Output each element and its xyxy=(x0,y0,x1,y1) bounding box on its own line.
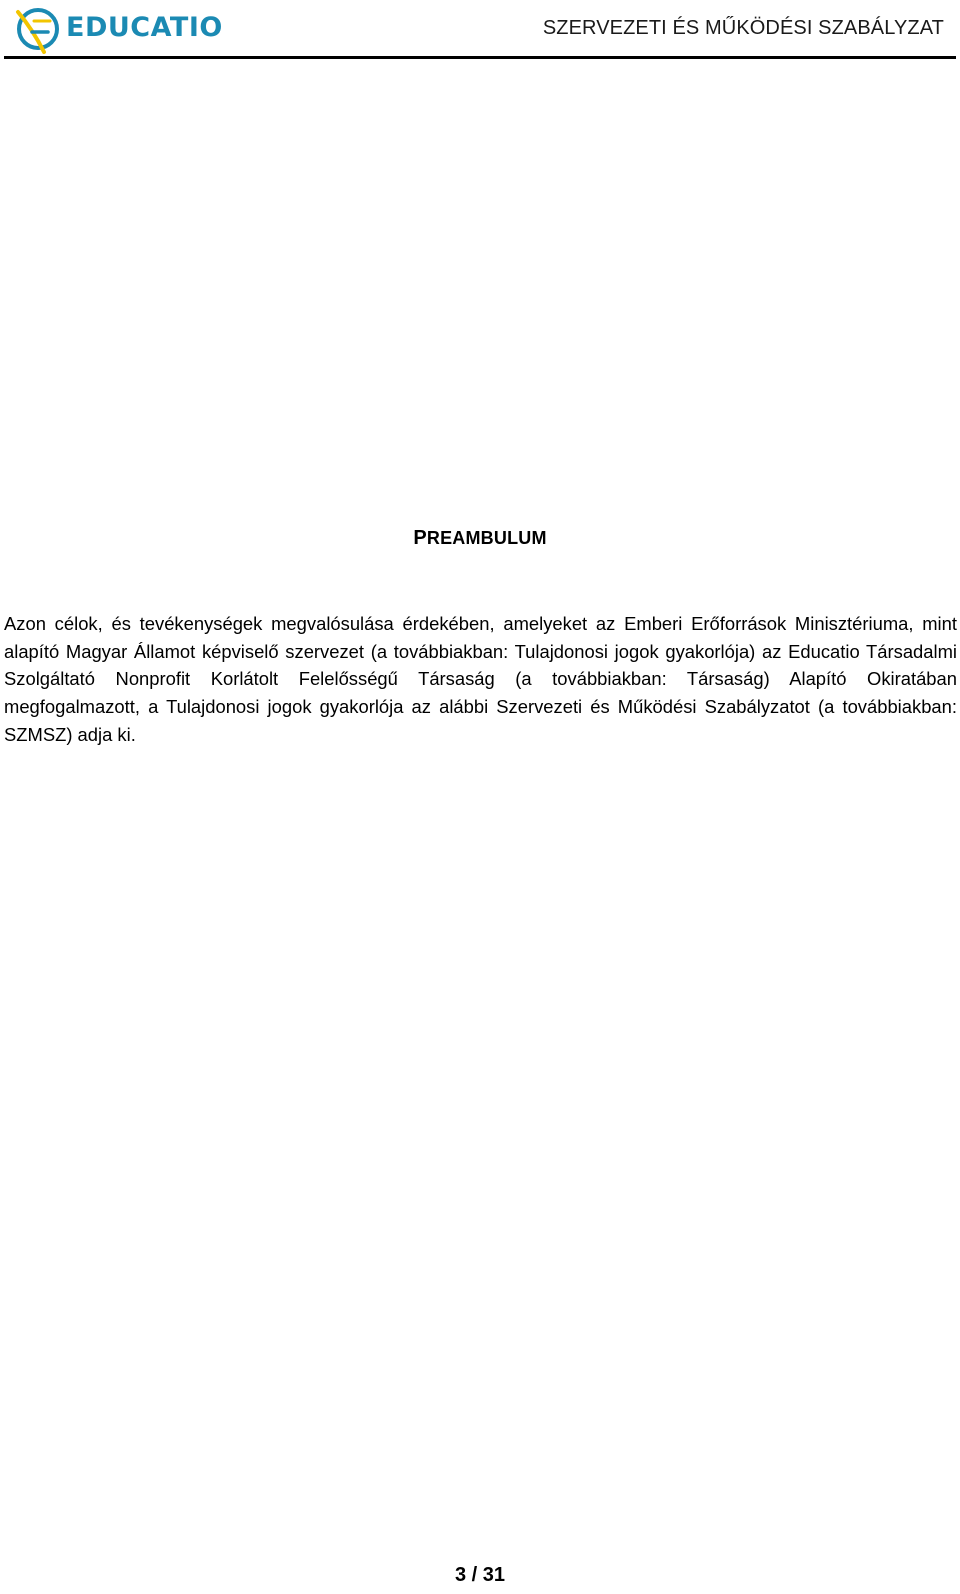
educatio-logo xyxy=(14,2,224,54)
document-title: SZERVEZETI ÉS MŰKÖDÉSI SZABÁLYZAT xyxy=(542,17,944,39)
logo-text: EDUCATIO xyxy=(66,12,223,43)
page-number: 3 / 31 xyxy=(454,1564,506,1586)
heading-initial: P xyxy=(413,527,427,549)
heading-rest: REAMBULUM xyxy=(426,528,547,548)
header-divider xyxy=(4,56,956,59)
preamble-paragraph: Azon célok, és tevékenységek megvalósulása érdekében, amelyeket az Emberi Erőforrások Minisztériuma, mint alapító Magyar Államot képviselő szervezet (a továbbiakban: Tulajdonosi jogok gyakorlója) az Educatio Társadalmi Szolgáltató Nonprofit Korlátolt Felelősségű Társaság (a továbbiakban: Társaság) Alapító Okiratában megfogalmazott, a Tulajdonosi jogok gyakorlója az alábbi Szervezeti és Működési Szabályzatot (a továbbiakban: SZMSZ) adja ki. xyxy=(4,613,957,745)
page-header xyxy=(0,0,960,60)
section-heading xyxy=(0,527,960,550)
